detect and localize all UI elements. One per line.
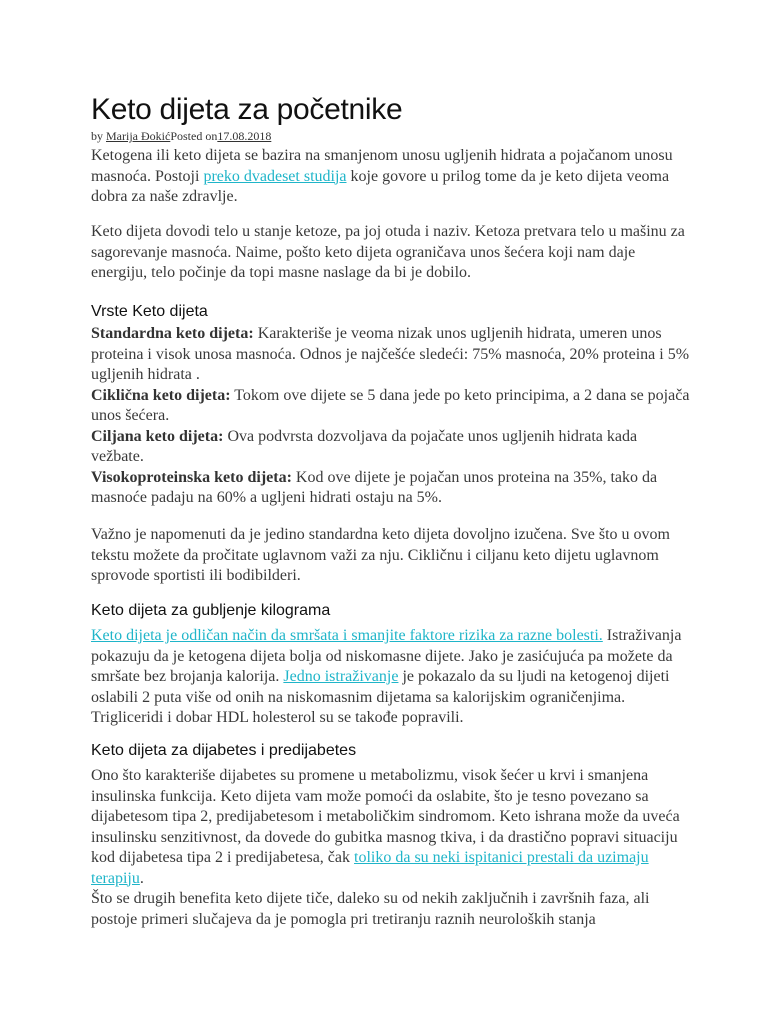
intro-text-1: Ketogena ili keto dijeta se bazira na smanjenom unosu ugljenih hidrata a pojačanom unosu masnoća. Postoji <box>91 147 673 185</box>
type-text-standard: Karakteriše je veoma nizak unos ugljenih hidrata, umeren unos proteina i visok unosa masnoća. Odnos je najčešće sledeći: 75% masnoća, 20% proteina i 5% ugljenih hidrata . <box>91 325 690 383</box>
intro-text-2: koje govore u prilog tome da je keto dijeta veoma dobra za naše zdravlje. <box>91 167 670 205</box>
type-label-high-protein: Visokoproteinska keto dijeta: <box>91 468 292 486</box>
heading-keto-types: Vrste Keto dijeta <box>91 303 208 320</box>
type-text-cyclic: Tokom ove dijete se 5 dana jede po keto principima, a 2 dana se pojača unos šećera. <box>91 386 690 424</box>
therapy-link[interactable]: toliko da su neki ispitanici prestali da uzimaju terapiju <box>91 849 649 887</box>
author-link[interactable]: Marija Đokić <box>106 129 171 143</box>
heading-diabetes: Keto dijeta za dijabetes i predijabetes <box>91 742 357 759</box>
type-text-targeted: Ova podvrsta dozvoljava da pojačate unos ugljenih hidrata kada vežbate. <box>91 427 638 465</box>
note-paragraph: Važno je napomenuti da je jedino standardna keto dijeta dovoljno izučena. Sve što u ovom tekstu možete da pročitate uglavnom važi za nju. Cikličnu i ciljanu keto dijetu uglavnom sprovode sportisti ili bodibilderi. <box>91 526 670 584</box>
weight-loss-link[interactable]: Keto dijeta je odličan način da smršata i smanjite faktore rizika za razne bolesti. <box>91 627 603 644</box>
studies-link[interactable]: preko dvadeset studija <box>203 167 347 185</box>
byline-posted: Posted on <box>170 129 218 143</box>
benefits-text: Što se drugih benefita keto dijete tiče, daleko su od nekih zaključnih i završnih faza, ali postoje primeri slučajeva da je pomogla pri tretiranju raznih neuroloških stanja <box>91 890 650 928</box>
weight-loss-text-2: je pokazalo da su ljudi na ketogenoj dijeti oslabili 2 puta više od onih na niskomasnim dijetama sa kalorijskim ograničenjima. Trigliceridi i dobar HDL holesterol su se takođe popravili. <box>91 668 670 726</box>
ketosis-paragraph: Keto dijeta dovodi telo u stanje ketoze, pa joj otuda i naziv. Ketoza pretvara telo u mašinu za sagorevanje masnoća. Naime, pošto keto dijeta ograničava unos šećera koji nam daje energiju, telo počinje da topi masne naslage da bi je dobilo. <box>91 223 685 281</box>
diabetes-text-2: . <box>139 869 144 887</box>
heading-weight-loss: Keto dijeta za gubljenje kilograma <box>91 602 331 619</box>
keto-types-list <box>91 324 691 509</box>
type-label-standard: Standardna keto dijeta: <box>91 325 254 342</box>
type-text-high-protein: Kod ove dijete je pojačan unos proteina na 35%, tako da masnoće padaju na 60% a ugljeni hidrati ostaju na 5%. <box>91 468 658 506</box>
date-link[interactable]: 17.08.2018 <box>217 129 272 143</box>
research-link[interactable]: Jedno istraživanje <box>283 668 399 685</box>
article-title: Keto dijeta za početnike <box>91 93 403 126</box>
diabetes-text-1: Ono što karakteriše dijabetes su promene u metabolizmu, visok šećer u krvi i smanjena insulinska funkcija. Keto dijeta vam može pomoći da oslabite, što je tesno povezano sa dijabetesom tipa 2, predijabetesom i metaboličkim sindromom. Keto ishrana može da uveća insulinsku senzitivnost, da dovede do gubitka masnog tkiva, i da drastično popravi situaciju kod dijabetesa tipa 2 i predijabetesa, čak <box>91 767 680 866</box>
type-label-targeted: Ciljana keto dijeta: <box>91 427 224 445</box>
intro-paragraph <box>91 146 691 208</box>
byline <box>91 128 271 144</box>
diabetes-paragraph <box>91 766 691 930</box>
weight-loss-text-1: Istraživanja pokazuju da je ketogena dijeta bolja od niskomasne dijete. Jako je zasićujuća pa možete da smršate bez brojanja kalorija. <box>91 627 682 685</box>
byline-by: by <box>91 129 106 143</box>
weight-loss-paragraph <box>91 626 691 729</box>
type-label-cyclic: Ciklična keto dijeta: <box>91 386 231 404</box>
